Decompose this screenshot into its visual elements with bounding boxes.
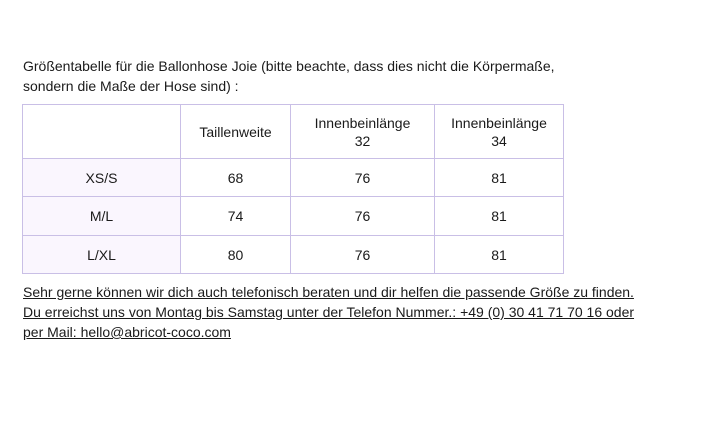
header-innenbein32-label: Innenbeinlänge bbox=[314, 114, 411, 131]
table-row bbox=[23, 197, 564, 236]
size-table bbox=[22, 104, 564, 274]
header-taillenweite: Taillenweite bbox=[181, 105, 291, 159]
innenbein32-value: 76 bbox=[291, 159, 435, 197]
header-innenbeinlaenge-34 bbox=[435, 105, 564, 159]
innenbein34-value: 81 bbox=[435, 236, 564, 274]
taillenweite-value: 80 bbox=[181, 236, 291, 274]
innenbein32-value: 76 bbox=[291, 197, 435, 236]
innenbein34-value: 81 bbox=[435, 197, 564, 236]
contact-info bbox=[23, 282, 663, 342]
size-label: L/XL bbox=[23, 236, 181, 274]
header-innenbein34-label: Innenbeinlänge bbox=[451, 114, 547, 131]
contact-line-1: Sehr gerne können wir dich auch telefonisch beraten und dir helfen die passende Größe zu finden. bbox=[23, 284, 634, 300]
innenbein32-value: 76 bbox=[291, 236, 435, 274]
contact-line-3: per Mail: hello@abricot-coco.com bbox=[23, 324, 231, 340]
table-row bbox=[23, 236, 564, 274]
table-header-row bbox=[23, 105, 564, 159]
intro-line-1: Größentabelle für die Ballonhose Joie (bitte beachte, dass dies nicht die Körpermaße, bbox=[23, 58, 555, 74]
taillenweite-value: 68 bbox=[181, 159, 291, 197]
table-row bbox=[23, 159, 564, 197]
intro-line-2: sondern die Maße der Hose sind) : bbox=[23, 78, 239, 94]
header-corner-cell bbox=[23, 105, 181, 159]
innenbein34-value: 81 bbox=[435, 159, 564, 197]
header-innenbein32-value: 32 bbox=[354, 132, 371, 149]
size-chart-intro bbox=[23, 56, 583, 96]
contact-line-2: Du erreichst uns von Montag bis Samstag unter der Telefon Nummer.: +49 (0) 30 41 71 70 16 oder bbox=[23, 304, 635, 320]
taillenweite-value: 74 bbox=[181, 197, 291, 236]
size-label: M/L bbox=[23, 197, 181, 236]
header-innenbein34-value: 34 bbox=[491, 132, 507, 149]
size-label: XS/S bbox=[23, 159, 181, 197]
header-innenbeinlaenge-32 bbox=[291, 105, 435, 159]
